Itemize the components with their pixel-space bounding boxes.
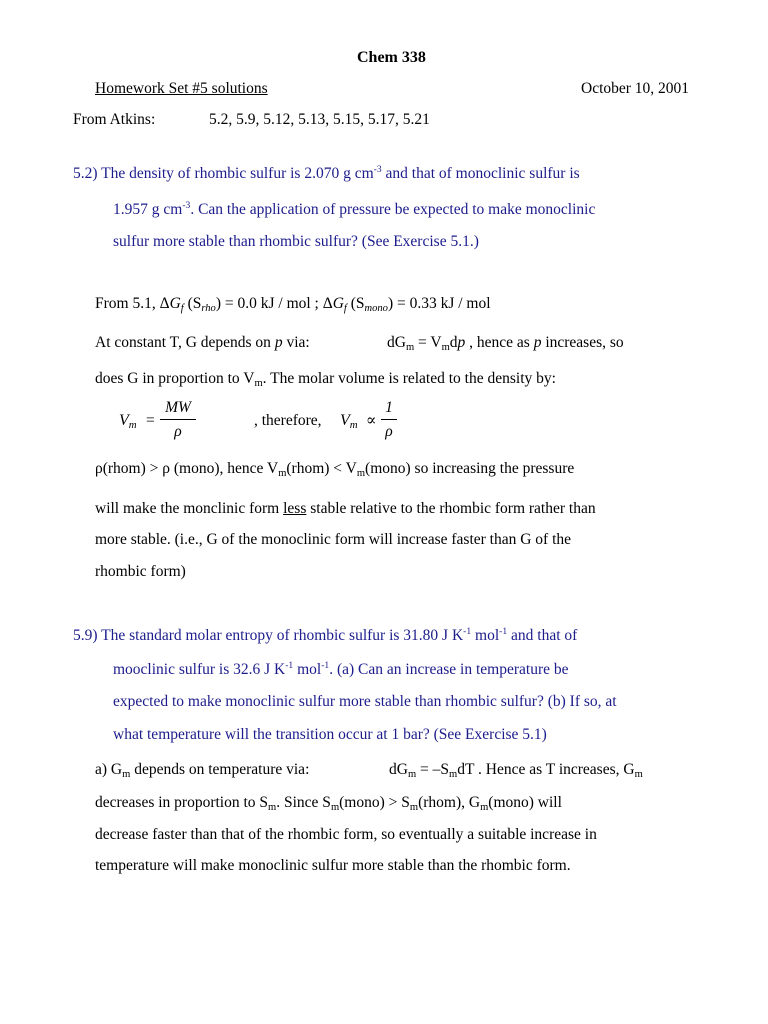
fraction-denominator: ρ xyxy=(174,423,182,440)
vm-symbol-proportional: $V_m$ xyxy=(340,412,358,432)
q52-conclusion-line-3: rhombic form) xyxy=(95,563,186,580)
q52-gibbs-values: From 5.1, $\Delta G_f$ $(S_{rho}) = 0.0$ kJ / mol ; $\Delta G_f$ $(S_{mono}) = 0.33$ kJ / mol xyxy=(95,295,491,314)
q52-question-line-2: 1.957 g $cm^{-3}$. Can the application of pressure be expected to make monoclinic xyxy=(113,200,596,218)
homework-set-title: Homework Set #5 solutions xyxy=(95,80,268,97)
q59-question-line-3: expected to make monoclinic sulfur more stable than rhombic sulfur? (b) If so, at xyxy=(113,693,617,710)
q52-conclusion-line-2: more stable. (i.e., G of the monoclinic form will increase faster than G of the xyxy=(95,531,572,548)
course-title: Chem 338 xyxy=(357,49,426,66)
q59-answer-line-1-right: $dG_m = -S_mdT$ . Hence as T increases, $G_m$ xyxy=(389,761,643,780)
q52-question-line-3: sulfur more stable than rhombic sulfur? (See Exercise 5.1.) xyxy=(113,233,479,250)
q59-answer-line-3: decrease faster than that of the rhombic form, so eventually a suitable increase in xyxy=(95,826,597,843)
vm-symbol: $V_m$ xyxy=(119,412,137,432)
q59-answer-line-2: decreases in proportion to $S_m$. Since $S_m(mono)$ > $S_m(rhom)$, $G_m(mono)$ will xyxy=(95,794,562,813)
q59-question-line-4: what temperature will the transition occur at 1 bar? (See Exercise 5.1) xyxy=(113,726,547,743)
q52-dg-equation: $dG_m = V_mdp$ , hence as p increases, so xyxy=(387,334,624,353)
q59-answer-line-1-left: a) $G_m$ depends on temperature via: xyxy=(95,761,310,780)
q52-constant-t-text: At constant T, G depends on p via: xyxy=(95,334,310,351)
problem-list: 5.2, 5.9, 5.12, 5.13, 5.15, 5.17, 5.21 xyxy=(209,111,430,128)
therefore-text: , therefore, xyxy=(254,412,322,429)
q59-question-line-1: 5.9) The standard molar entropy of rhombic sulfur is 31.80 J $K^{-1}$ mol$^{-1}$ and that of xyxy=(73,626,578,644)
vm-equals: = xyxy=(146,412,155,429)
fraction-denominator: ρ xyxy=(385,423,393,440)
q52-density-comparison: ρ(rhom) > ρ (mono), hence $V_m(rhom)$ < $V_m(mono)$ so increasing the pressure xyxy=(95,460,575,479)
q52-conclusion-line-1: will make the monclinic form less stable relative to the rhombic form rather than xyxy=(95,500,596,517)
q52-question-line-1: 5.2) The density of rhombic sulfur is 2.070 g $cm^{-3}$ and that of monoclinic sulfur is xyxy=(73,164,580,182)
fraction-numerator: MW xyxy=(165,399,191,416)
proportional-symbol: ∝ xyxy=(366,412,377,429)
fraction-numerator: 1 xyxy=(385,399,393,416)
q59-answer-line-4: temperature will make monoclinic sulfur more stable than the rhombic form. xyxy=(95,857,571,874)
q52-molar-volume-text: does G in proportion to $V_m$. The molar volume is related to the density by: xyxy=(95,370,556,389)
date: October 10, 2001 xyxy=(581,80,690,97)
q59-question-line-2: mooclinic sulfur is 32.6 J $K^{-1}$ mol$^{-1}$. (a) Can an increase in temperature be xyxy=(113,660,569,678)
from-atkins-label: From Atkins: xyxy=(73,111,156,128)
mw-over-rho-fraction xyxy=(160,399,196,441)
one-over-rho-fraction xyxy=(381,399,397,441)
